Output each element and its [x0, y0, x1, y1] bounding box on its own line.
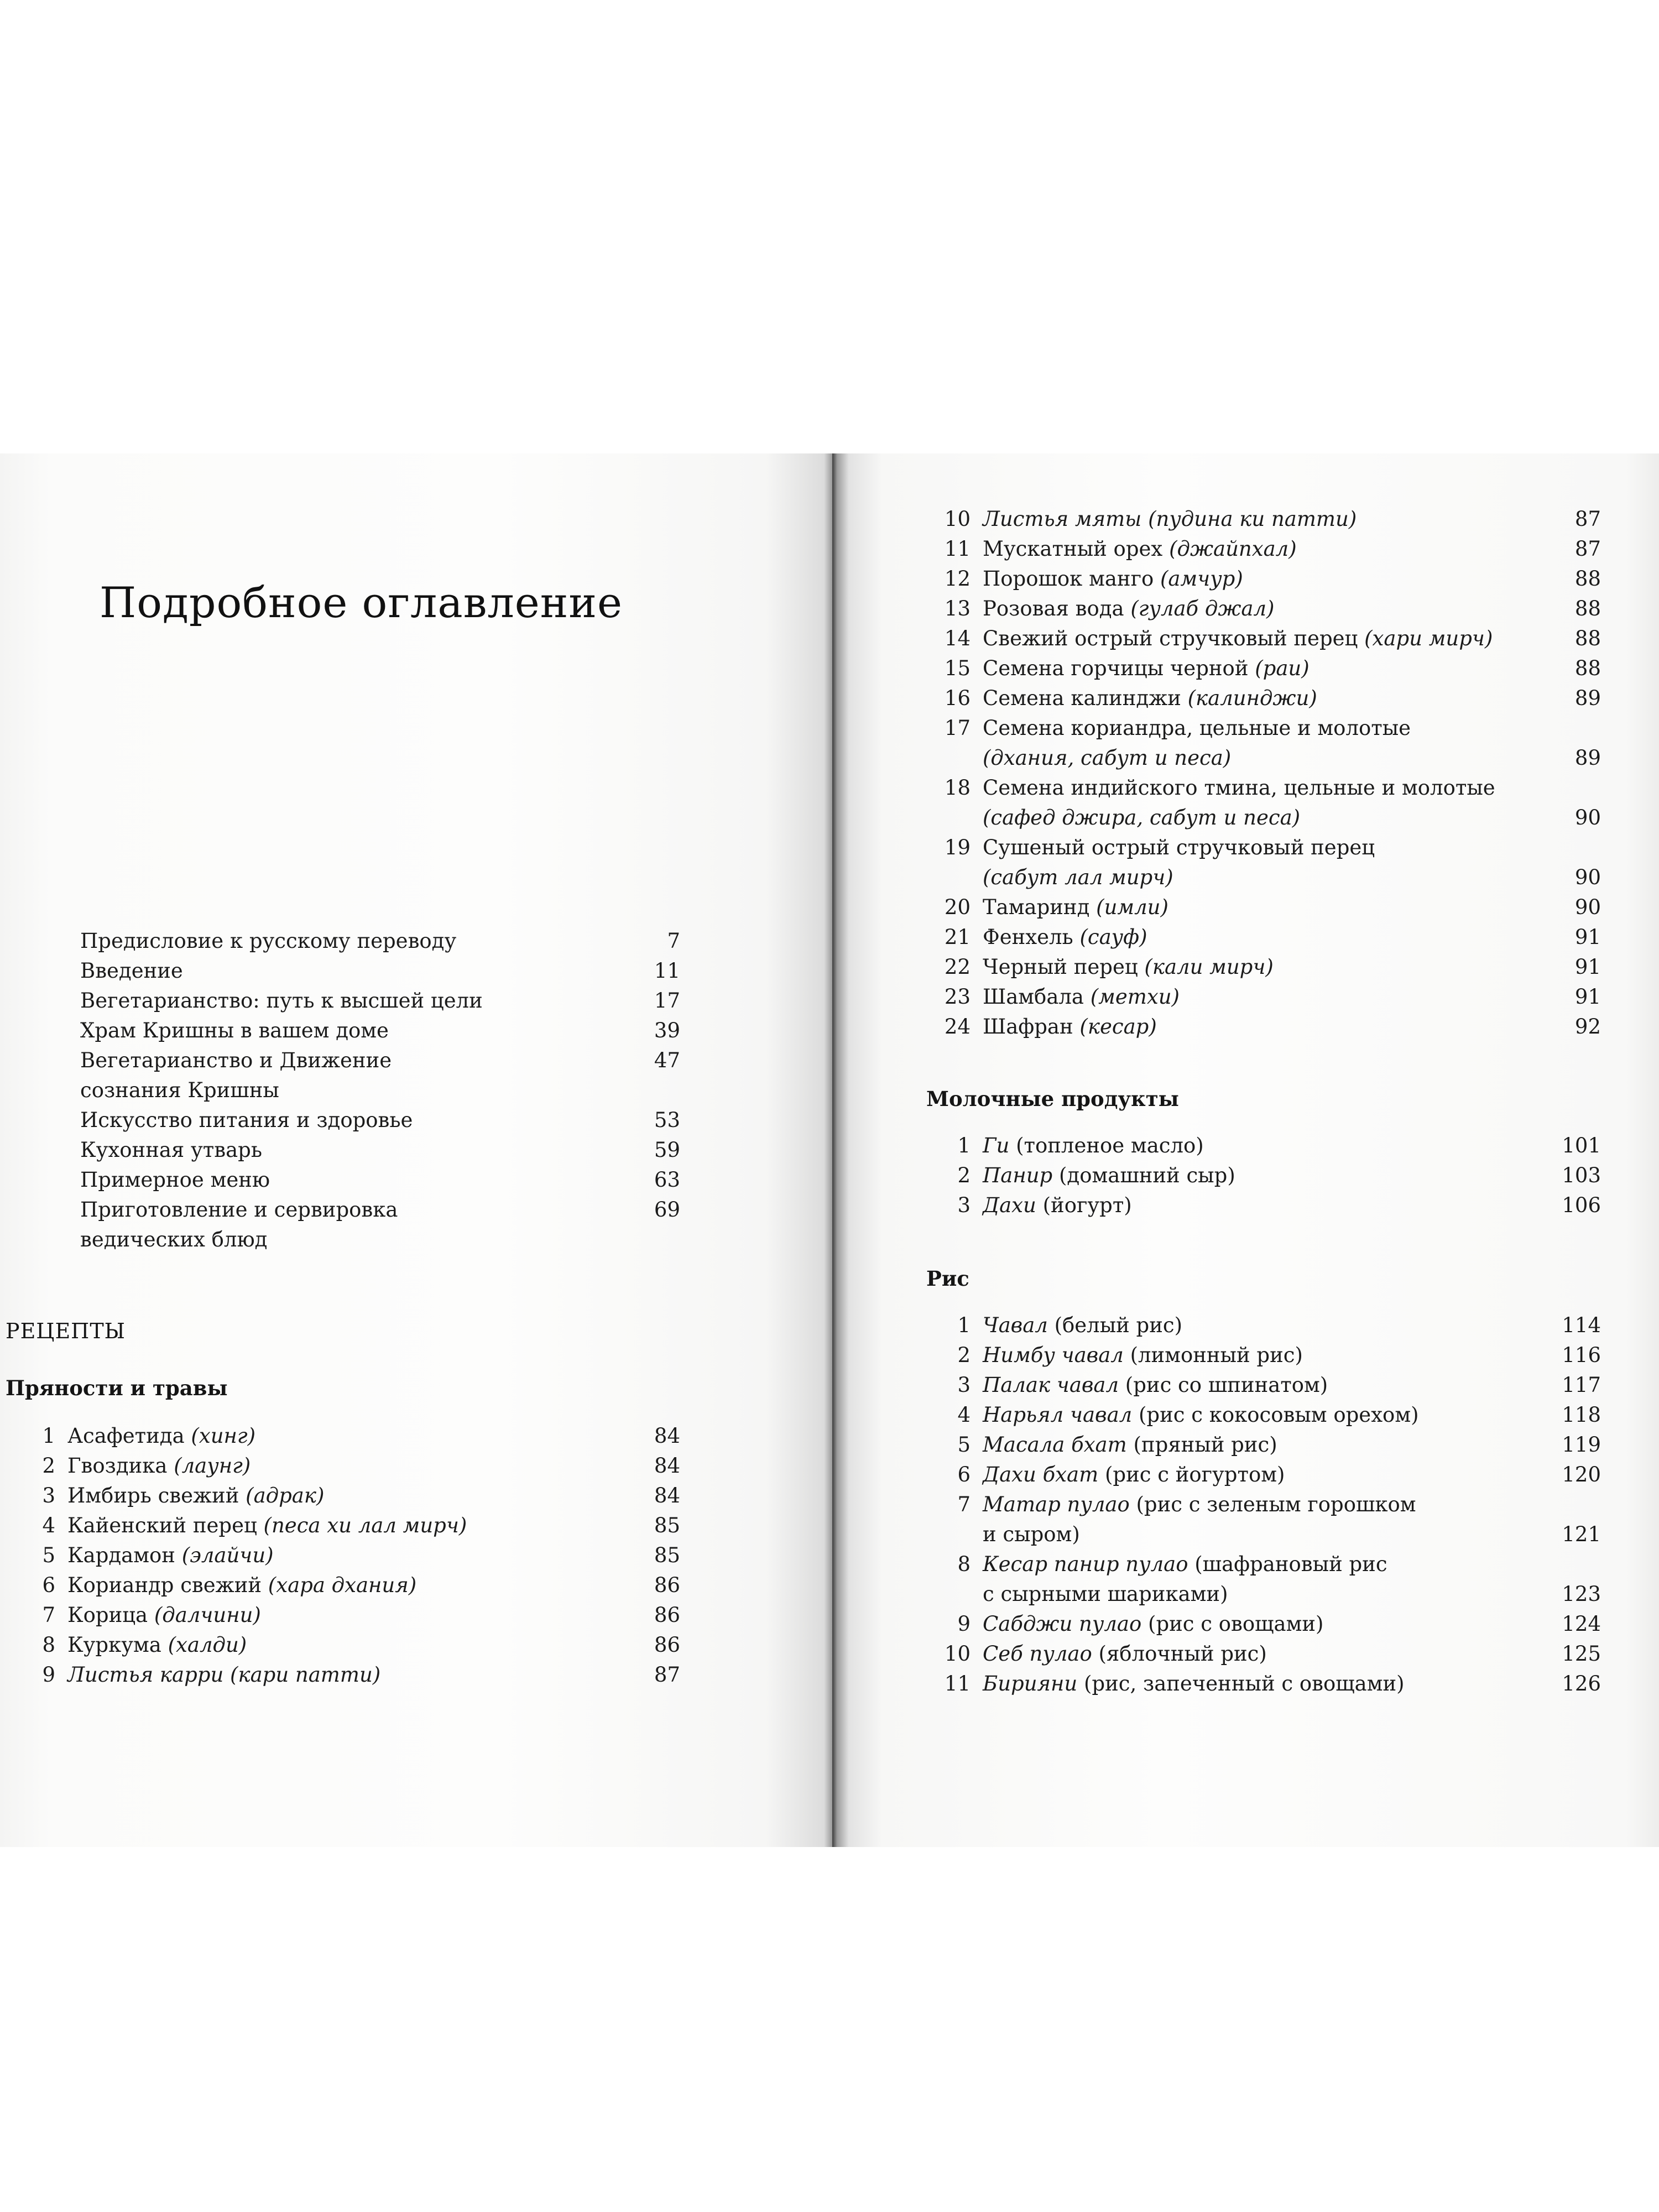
entry-alt-name: (сауф) — [1079, 925, 1147, 949]
toc-entry — [937, 1460, 1601, 1490]
toc-entry-page: 87 — [1574, 507, 1601, 531]
entry-name: Дахи — [983, 1193, 1036, 1217]
entry-number: 4 — [957, 1403, 971, 1427]
toc-entry — [22, 1421, 680, 1451]
entry-alt-name: (хара дхания) — [268, 1573, 417, 1597]
toc-entry-title-line: Вегетарианство и Движение — [80, 1048, 392, 1072]
toc-entry — [937, 654, 1601, 684]
entry-alt-name: (хари мирч) — [1364, 627, 1493, 650]
toc-entry-page: 103 — [1562, 1164, 1601, 1187]
entry-number: 3 — [957, 1373, 971, 1397]
toc-entry-page: 88 — [1574, 597, 1601, 620]
toc-entry — [80, 1165, 680, 1195]
entry-number: 14 — [944, 627, 971, 650]
entry-number: 1 — [957, 1134, 971, 1157]
entry-alt-name: (сафед джира, сабут и песа) — [983, 806, 1301, 830]
entry-description: (рис с овощами) — [1148, 1612, 1324, 1636]
entry-number: 9 — [42, 1663, 55, 1687]
entry-number: 21 — [944, 925, 971, 949]
toc-entry-page: 90 — [1574, 806, 1601, 830]
toc-entry-page: 84 — [654, 1484, 680, 1507]
toc-entry-page: 59 — [654, 1138, 680, 1162]
toc-entry-page: 88 — [1574, 627, 1601, 650]
toc-entry-page: 87 — [1574, 537, 1601, 561]
toc-entry-title: Храм Кришны в вашем доме — [80, 1019, 389, 1042]
entry-name: Семена калинджи — [983, 686, 1181, 710]
toc-entry-page: 117 — [1562, 1373, 1601, 1397]
toc-entry-page: 7 — [667, 929, 680, 953]
section-heading-spices: Пряности и травы — [6, 1376, 228, 1400]
entry-number: 17 — [944, 716, 971, 740]
entry-name: Гвоздика — [67, 1454, 168, 1478]
toc-entry-page: 90 — [1574, 865, 1601, 889]
toc-entry — [80, 1135, 680, 1165]
entry-name: Черный перец — [983, 955, 1138, 979]
entry-number: 9 — [957, 1612, 971, 1636]
entry-alt-name: (раи) — [1255, 656, 1310, 680]
entry-alt-name: (гулаб джал) — [1130, 597, 1275, 620]
entry-name: Кардамон — [67, 1543, 175, 1567]
entry-name: Сушеный острый стручковый перец — [983, 836, 1375, 859]
entry-alt-name: (хинг) — [191, 1424, 256, 1448]
entry-description: (пряный рис) — [1133, 1433, 1277, 1457]
entry-name: Шамбала — [983, 985, 1084, 1009]
entry-name: Шафран — [983, 1015, 1073, 1039]
toc-entry — [937, 1370, 1601, 1400]
toc-entry-page: 11 — [654, 959, 680, 983]
entry-name: Корица — [67, 1603, 148, 1627]
entry-name: Розовая вода — [983, 597, 1124, 620]
toc-entry-page: 85 — [654, 1514, 680, 1537]
toc-entry-page: 106 — [1562, 1193, 1601, 1217]
entry-alt-name: (сабут лал мирч) — [983, 865, 1173, 889]
toc-entry-page: 91 — [1574, 985, 1601, 1009]
recipes-label: РЕЦЕПТЫ — [6, 1319, 126, 1343]
toc-entry — [937, 833, 1601, 893]
entry-number: 11 — [944, 537, 971, 561]
toc-entry-page: 47 — [654, 1048, 680, 1072]
toc-entry-page: 17 — [654, 989, 680, 1013]
entry-description: (топленое масло) — [1016, 1134, 1204, 1157]
toc-entry — [937, 922, 1601, 952]
toc-entry — [937, 982, 1601, 1012]
entry-name: Куркума — [67, 1633, 161, 1657]
entry-number: 8 — [957, 1552, 971, 1576]
toc-entry — [22, 1600, 680, 1630]
toc-entry-title: Искусство питания и здоровье — [80, 1108, 413, 1132]
toc-entry — [937, 1161, 1601, 1191]
entry-number: 10 — [944, 507, 971, 531]
entry-number: 12 — [944, 567, 971, 591]
toc-entry-page: 101 — [1562, 1134, 1601, 1157]
toc-entry — [80, 926, 680, 956]
toc-entry — [80, 1016, 680, 1046]
entry-name: Семена кориандра, цельные и молотые — [983, 716, 1411, 740]
left-page — [0, 453, 832, 1847]
entry-description: (рис с кокосовым орехом) — [1138, 1403, 1419, 1427]
entry-number: 20 — [944, 895, 971, 919]
toc-entry — [937, 952, 1601, 982]
entry-number: 6 — [42, 1573, 55, 1597]
entry-description: (йогурт) — [1042, 1193, 1132, 1217]
toc-entry-page: 89 — [1574, 686, 1601, 710]
entry-number: 1 — [957, 1313, 971, 1337]
toc-entry-title: Вегетарианство: путь к высшей цели — [80, 989, 483, 1013]
toc-entry — [937, 564, 1601, 594]
entry-name: Ги — [983, 1134, 1010, 1157]
toc-entry — [937, 1639, 1601, 1669]
toc-entry-title-line: сознания Кришны — [80, 1078, 279, 1102]
entry-description: (лимонный рис) — [1130, 1343, 1303, 1367]
toc-entry — [937, 1609, 1601, 1639]
entry-alt-name: (кали мирч) — [1144, 955, 1274, 979]
toc-entry — [22, 1660, 680, 1690]
entry-number: 24 — [944, 1015, 971, 1039]
page-title: Подробное оглавление — [100, 578, 623, 627]
toc-entry — [937, 1340, 1601, 1370]
entry-name: Бирияни — [983, 1672, 1078, 1695]
entry-name: Мускатный орех — [983, 537, 1163, 561]
toc-entry-page: 69 — [654, 1198, 680, 1222]
toc-entry — [937, 1400, 1601, 1430]
toc-entry — [937, 534, 1601, 564]
toc-entry-title-line: Приготовление и сервировка — [80, 1198, 398, 1222]
entry-name: Кайенский перец — [67, 1514, 257, 1537]
section-heading-dairy: Молочные продукты — [926, 1087, 1179, 1111]
entry-description: (рис с йогуртом) — [1104, 1463, 1285, 1486]
entry-alt-name: (элайчи) — [181, 1543, 274, 1567]
toc-entry-page: 118 — [1562, 1403, 1601, 1427]
entry-name: Имбирь свежий — [67, 1484, 239, 1507]
toc-entry — [937, 893, 1601, 922]
entry-alt-name: (пудина ки патти) — [1148, 507, 1357, 531]
toc-entry — [22, 1541, 680, 1571]
entry-number: 5 — [957, 1433, 971, 1457]
toc-entry-page: 86 — [654, 1603, 680, 1627]
toc-entry — [80, 1105, 680, 1135]
toc-entry-page: 88 — [1574, 567, 1601, 591]
entry-alt-name: (калинджи) — [1187, 686, 1317, 710]
entry-name: Асафетида — [67, 1424, 185, 1448]
entry-description: (рис с зеленым горошком — [1136, 1493, 1416, 1516]
entry-alt-name: (джайпхал) — [1169, 537, 1297, 561]
toc-entry-page: 63 — [654, 1168, 680, 1192]
toc-entry-page: 53 — [654, 1108, 680, 1132]
toc-entry — [937, 1550, 1601, 1609]
entry-alt-name: (кесар) — [1079, 1015, 1157, 1039]
section-heading-rice: Рис — [926, 1266, 969, 1291]
toc-entry-page: 92 — [1574, 1015, 1601, 1039]
toc-entry-title: Кухонная утварь — [80, 1138, 262, 1162]
toc-entry — [937, 594, 1601, 624]
toc-entry-title — [80, 1046, 654, 1105]
toc-entry — [80, 956, 680, 986]
entry-name: Себ пулао — [983, 1642, 1092, 1666]
toc-entry — [937, 1311, 1601, 1340]
entry-number: 1 — [42, 1424, 55, 1448]
entry-alt-name: (адрак) — [246, 1484, 325, 1507]
entry-alt-name: (амчур) — [1160, 567, 1243, 591]
entry-number: 15 — [944, 656, 971, 680]
toc-entry — [937, 1012, 1601, 1042]
toc-entry-page: 90 — [1574, 895, 1601, 919]
entry-name: Семена горчицы черной — [983, 656, 1249, 680]
toc-entry-page: 91 — [1574, 955, 1601, 979]
entry-name: Чавал — [983, 1313, 1048, 1337]
toc-entry-page: 121 — [1562, 1522, 1601, 1546]
entry-description-line: с сырными шариками) — [983, 1582, 1228, 1606]
right-page — [832, 453, 1659, 1847]
toc-entry-page: 114 — [1562, 1313, 1601, 1337]
entry-name: Нарьял чавал — [983, 1403, 1133, 1427]
toc-entry-title: Предисловие к русскому переводу — [80, 929, 457, 953]
entry-number: 18 — [944, 776, 971, 800]
entry-name: Фенхель — [983, 925, 1073, 949]
entry-alt-name: (песа хи лал мирч) — [263, 1514, 467, 1537]
entry-name: Порошок манго — [983, 567, 1154, 591]
toc-entry-page: 86 — [654, 1573, 680, 1597]
entry-description: (яблочный рис) — [1098, 1642, 1267, 1666]
toc-entry — [937, 773, 1601, 833]
toc-entry-page: 123 — [1562, 1582, 1601, 1606]
entry-alt-name: (лаунг) — [174, 1454, 251, 1478]
toc-entry-page: 84 — [654, 1424, 680, 1448]
toc-entry — [937, 713, 1601, 773]
entry-number: 8 — [42, 1633, 55, 1657]
toc-entry-page: 125 — [1562, 1642, 1601, 1666]
toc-entry-page: 124 — [1562, 1612, 1601, 1636]
entry-description: (домашний сыр) — [1058, 1164, 1235, 1187]
toc-entry — [80, 1046, 680, 1105]
toc-entry — [937, 1669, 1601, 1699]
entry-alt-name: (метхи) — [1090, 985, 1180, 1009]
entry-description: (рис, запеченный с овощами) — [1084, 1672, 1405, 1695]
entry-name: Масала бхат — [983, 1433, 1127, 1457]
entry-number: 2 — [42, 1454, 55, 1478]
entry-number: 3 — [42, 1484, 55, 1507]
entry-alt-name: (далчини) — [154, 1603, 261, 1627]
toc-entry-page: 85 — [654, 1543, 680, 1567]
entry-name: Дахи бхат — [983, 1463, 1099, 1486]
toc-entry — [937, 624, 1601, 654]
entry-number: 23 — [944, 985, 971, 1009]
toc-entry-page: 89 — [1574, 746, 1601, 770]
entry-number: 11 — [944, 1672, 971, 1695]
entry-number: 6 — [957, 1463, 971, 1486]
toc-entry-page: 87 — [654, 1663, 680, 1687]
toc-entry-page: 119 — [1562, 1433, 1601, 1457]
entry-name: Семена индийского тмина, цельные и молотые — [983, 776, 1495, 800]
toc-entry-title: Введение — [80, 959, 183, 983]
entry-name: Нимбу чавал — [983, 1343, 1124, 1367]
entry-name: Кориандр свежий — [67, 1573, 262, 1597]
entry-number: 3 — [957, 1193, 971, 1217]
entry-name: Панир — [983, 1164, 1053, 1187]
entry-number: 5 — [42, 1543, 55, 1567]
toc-entry — [22, 1511, 680, 1541]
toc-entry-title — [80, 1195, 654, 1255]
entry-alt-name: (дхания, сабут и песа) — [983, 746, 1232, 770]
toc-entry — [937, 504, 1601, 534]
entry-alt-name: (имли) — [1096, 895, 1168, 919]
toc-entry — [937, 1430, 1601, 1460]
toc-entry-page: 88 — [1574, 656, 1601, 680]
toc-entry-page: 126 — [1562, 1672, 1601, 1695]
toc-entry-page: 84 — [654, 1454, 680, 1478]
entry-number: 7 — [42, 1603, 55, 1627]
entry-number: 2 — [957, 1164, 971, 1187]
entry-number: 10 — [944, 1642, 971, 1666]
entry-description: (шафрановый рис — [1194, 1552, 1387, 1576]
toc-entry — [937, 684, 1601, 713]
entry-name: Сабджи пулао — [983, 1612, 1142, 1636]
toc-entry-page: 91 — [1574, 925, 1601, 949]
toc-entry — [80, 986, 680, 1016]
toc-entry-page: 86 — [654, 1633, 680, 1657]
toc-entry — [22, 1630, 680, 1660]
toc-entry — [22, 1451, 680, 1481]
entry-description: (белый рис) — [1054, 1313, 1183, 1337]
toc-entry-page: 116 — [1562, 1343, 1601, 1367]
toc-entry — [937, 1131, 1601, 1161]
toc-entry — [937, 1191, 1601, 1220]
entry-number: 22 — [944, 955, 971, 979]
entry-name: Листья мяты — [983, 507, 1142, 531]
entry-number: 4 — [42, 1514, 55, 1537]
entry-number: 7 — [957, 1493, 971, 1516]
entry-alt-name: (кари патти) — [230, 1663, 381, 1687]
entry-description: (рис со шпинатом) — [1125, 1373, 1328, 1397]
entry-name: Тамаринд — [983, 895, 1090, 919]
entry-name: Кесар панир пулао — [983, 1552, 1188, 1576]
entry-number: 19 — [944, 836, 971, 859]
entry-number: 16 — [944, 686, 971, 710]
toc-entry — [80, 1195, 680, 1255]
entry-description-line: и сыром) — [983, 1522, 1080, 1546]
entry-name: Листья карри — [67, 1663, 224, 1687]
entry-name: Свежий острый стручковый перец — [983, 627, 1358, 650]
entry-name: Палак чавал — [983, 1373, 1119, 1397]
entry-name: Матар пулао — [983, 1493, 1130, 1516]
entry-number: 2 — [957, 1343, 971, 1367]
toc-entry-title-line: ведических блюд — [80, 1228, 268, 1251]
book-spread — [0, 453, 1659, 1847]
entry-number: 13 — [944, 597, 971, 620]
toc-entry — [22, 1571, 680, 1600]
entry-alt-name: (халди) — [168, 1633, 247, 1657]
toc-entry-page: 39 — [654, 1019, 680, 1042]
toc-entry — [22, 1481, 680, 1511]
toc-entry-title: Примерное меню — [80, 1168, 270, 1192]
toc-entry — [937, 1490, 1601, 1550]
toc-entry-page: 120 — [1562, 1463, 1601, 1486]
